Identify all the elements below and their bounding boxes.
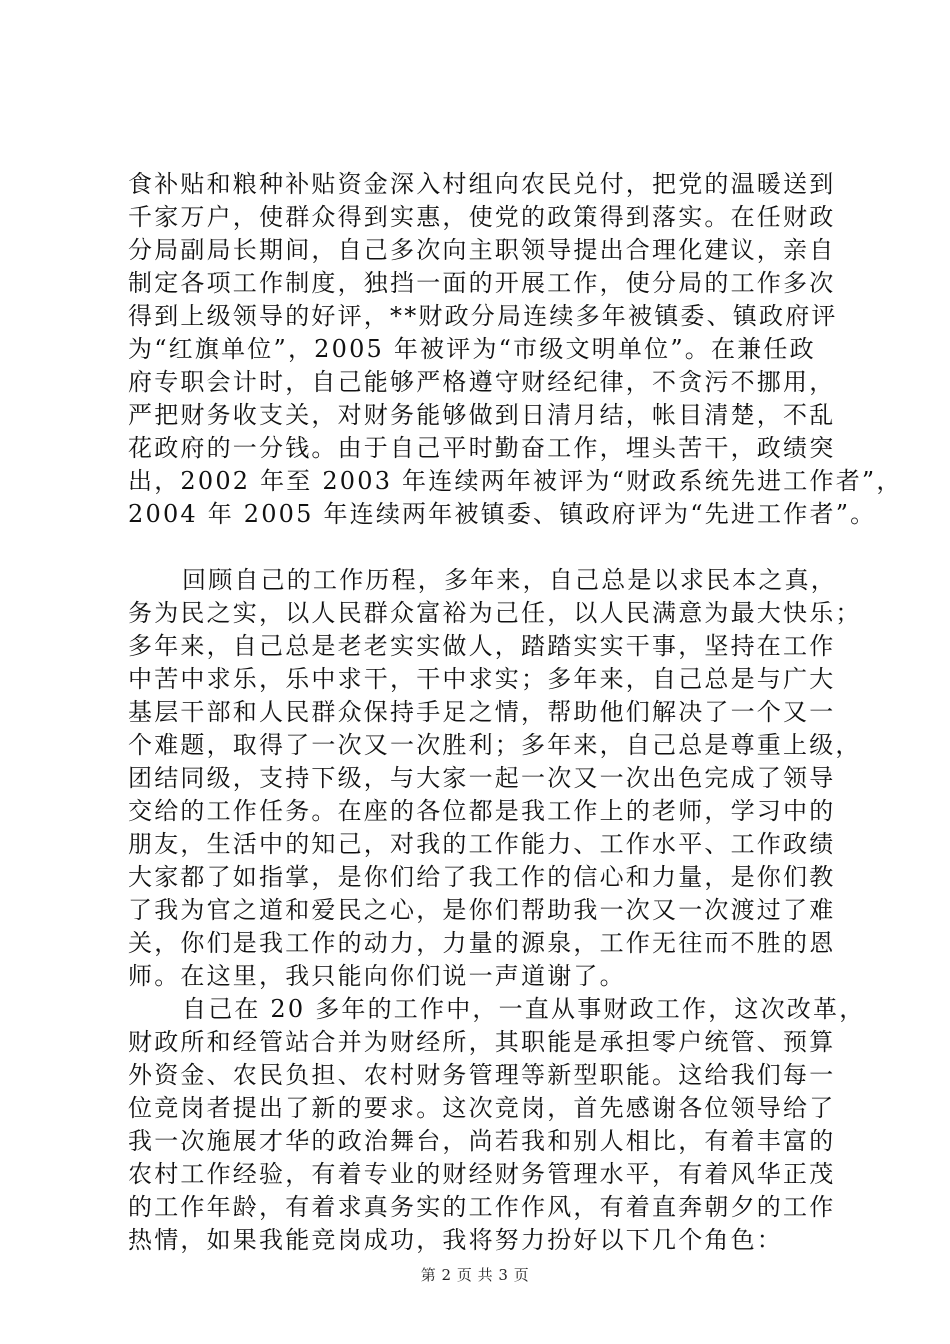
- paragraph-line: 花政府的一分钱。由于自己平时勤奋工作，埋头苦干，政绩突: [128, 434, 836, 462]
- paragraph-line: 热情，如果我能竞岗成功，我将努力扮好以下几个角色：: [128, 1226, 783, 1254]
- paragraph-line: 位竞岗者提出了新的要求。这次竞岗，首先感谢各位领导给了: [128, 1094, 836, 1122]
- paragraph-line: 分局副局长期间，自己多次向主职领导提出合理化建议，亲自: [128, 236, 836, 264]
- paragraph-line: 关，你们是我工作的动力，力量的源泉，工作无往而不胜的恩: [128, 929, 836, 957]
- paragraph-line: 得到上级领导的好评，**财政分局连续多年被镇委、镇政府评: [128, 302, 838, 330]
- paragraph-line: 严把财务收支关，对财务能够做到日清月结，帐目清楚，不乱: [128, 401, 836, 429]
- paragraph-1: [128, 168, 903, 531]
- paragraph-line: 回顾自己的工作历程，多年来，自己总是以求民本之真，: [182, 566, 837, 594]
- paragraph-2: [128, 564, 862, 993]
- paragraph-line: 中苦中求乐，乐中求干，干中求实；多年来，自己总是与广大: [128, 665, 836, 693]
- paragraph-line: 师。在这里，我只能向你们说一声道谢了。: [128, 962, 626, 990]
- page-number-footer: 第 2 页 共 3 页: [420, 1266, 530, 1284]
- paragraph-line: 为“红旗单位”，2005 年被评为“市级文明单位”。在兼任政: [128, 335, 816, 363]
- paragraph-spacer: [128, 531, 834, 564]
- paragraph-line: 基层干部和人民群众保持手足之情，帮助他们解决了一个又一: [128, 698, 836, 726]
- paragraph-3: [128, 993, 866, 1257]
- paragraph-line: 个难题，取得了一次又一次胜利；多年来，自己总是尊重上级，: [128, 731, 862, 759]
- document-body: [128, 168, 903, 1257]
- paragraph-line: 自己在 20 多年的工作中，一直从事财政工作，这次改革，: [182, 995, 866, 1023]
- paragraph-line: 团结同级，支持下级，与大家一起一次又一次出色完成了领导: [128, 764, 836, 792]
- paragraph-line: 食补贴和粮种补贴资金深入村组向农民兑付，把党的温暖送到: [128, 170, 836, 198]
- paragraph-line: 务为民之实，以人民群众富裕为己任，以人民满意为最大快乐；: [128, 599, 862, 627]
- paragraph-line: 的工作年龄，有着求真务实的工作作风，有着直奔朝夕的工作: [128, 1193, 836, 1221]
- paragraph-line: 财政所和经管站合并为财经所，其职能是承担零户统管、预算: [128, 1028, 836, 1056]
- paragraph-line: 我一次施展才华的政治舞台，尚若我和别人相比，有着丰富的: [128, 1127, 836, 1155]
- paragraph-line: 千家万户，使群众得到实惠，使党的政策得到落实。在任财政: [128, 203, 836, 231]
- paragraph-line: 朋友，生活中的知己，对我的工作能力、工作水平、工作政绩: [128, 830, 836, 858]
- paragraph-line: 出，2002 年至 2003 年连续两年被评为“财政系统先进工作者”，: [128, 467, 903, 495]
- paragraph-line: 外资金、农民负担、农村财务管理等新型职能。这给我们每一: [128, 1061, 836, 1089]
- paragraph-line: 制定各项工作制度，独挡一面的开展工作，使分局的工作多次: [128, 269, 836, 297]
- paragraph-line: 农村工作经验，有着专业的财经财务管理水平，有着风华正茂: [128, 1160, 836, 1188]
- paragraph-line: 2004 年 2005 年连续两年被镇委、镇政府评为“先进工作者”。: [128, 500, 877, 528]
- paragraph-line: 了我为官之道和爱民之心，是你们帮助我一次又一次渡过了难: [128, 896, 836, 924]
- paragraph-line: 交给的工作任务。在座的各位都是我工作上的老师，学习中的: [128, 797, 836, 825]
- paragraph-line: 府专职会计时，自己能够严格遵守财经纪律，不贪污不挪用，: [128, 368, 836, 396]
- paragraph-line: 大家都了如指掌，是你们给了我工作的信心和力量，是你们教: [128, 863, 836, 891]
- paragraph-line: 多年来，自己总是老老实实做人，踏踏实实干事，坚持在工作: [128, 632, 836, 660]
